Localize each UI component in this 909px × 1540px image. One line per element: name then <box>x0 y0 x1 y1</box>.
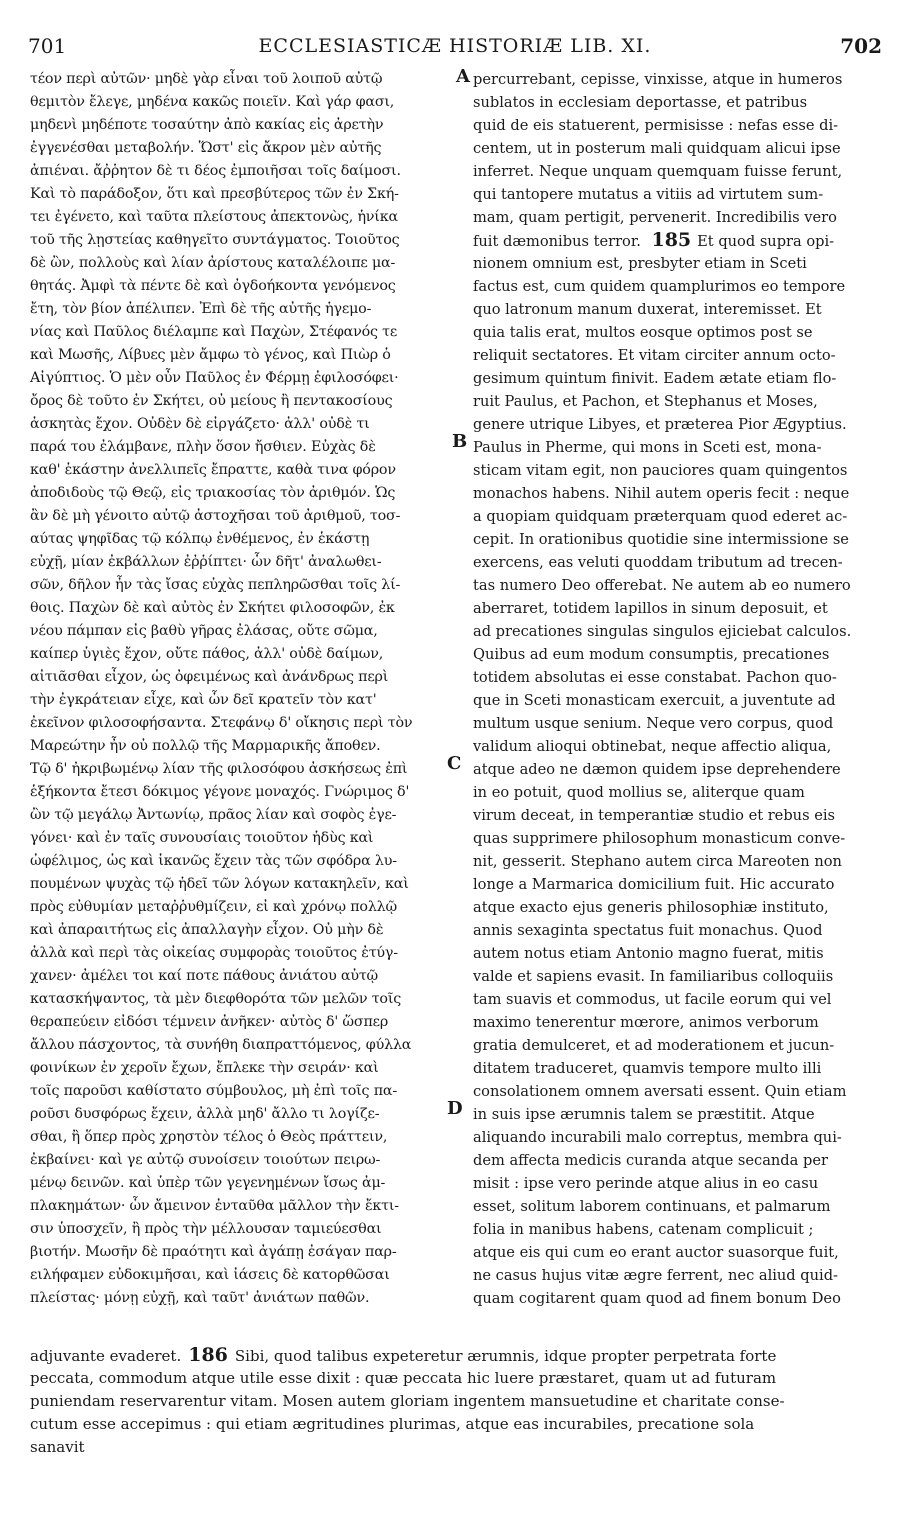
greek-text-line <box>30 482 458 505</box>
greek-text-line <box>30 321 458 344</box>
latin-text-line <box>473 275 881 298</box>
greek-text-line <box>30 1080 458 1103</box>
latin-text-line-text: quid de eis statuerent, permisisse : nefas esse di- <box>473 117 839 134</box>
greek-text-line-text: ἑξήκοντα ἔτεσι δόκιμος γέγονε μοναχός. Γνώριμος δ' <box>30 784 410 800</box>
greek-text-line <box>30 551 458 574</box>
latin-text-line-text: centem, ut in posterum mali quidquam alicui ipse <box>473 140 841 157</box>
greek-text-line <box>30 1218 458 1241</box>
latin-text-line <box>473 160 881 183</box>
latin-text-line-text: atque exacto ejus generis philosophiæ instituto, <box>473 899 829 916</box>
greek-text-line-text: νίας καὶ Παῦλος διέλαμπε καὶ Παχὼν, Στέφανός τε <box>30 324 398 340</box>
latin-text-line <box>473 229 881 252</box>
latin-text-line-text: gratia demulceret, et ad moderationem et jucun- <box>473 1037 835 1054</box>
greek-text-line-text: ἂν δὲ μὴ γένοιτο αὐτῷ ἀστοχῆσαι τοῦ ἀριθμοῦ, τοσ- <box>30 508 401 524</box>
greek-text-line-text: ἐκβαίνει· καὶ γε αὐτῷ συνοίσειν τοιούτων πειρω- <box>30 1152 381 1168</box>
greek-text-line-text: καὶ Μωσῆς, Λίβυες μὲν ἄμφω τὸ γένος, καὶ Πιὼρ ὁ <box>30 347 391 363</box>
latin-text-line-text: cepit. In orationibus quotidie sine intermissione se <box>473 531 849 548</box>
latin-text-line <box>473 712 881 735</box>
greek-text-line <box>30 620 458 643</box>
greek-text-line-text: θητάς. Ἀμφὶ τὰ πέντε δὲ καὶ ὀγδοήκοντα γενόμενος <box>30 278 396 294</box>
greek-text-line-text: τοῖς παροῦσι καθίστατο σύμβουλος, μὴ ἐπὶ τοῖς πα- <box>30 1083 397 1099</box>
latin-text-line-text: sublatos in ecclesiam deportasse, et patribus <box>473 94 808 111</box>
latin-text-line <box>473 482 881 505</box>
latin-text-line <box>473 436 881 459</box>
latin-text-line <box>473 1034 881 1057</box>
latin-text-line-text: autem notus etiam Antonio magno fuerat, mitis <box>473 945 824 962</box>
greek-text-line-text: ἀποδιδοὺς τῷ Θεῷ, εἰς τριακοσίας τὸν ἀριθμόν. Ὡς <box>30 485 396 501</box>
latin-text-line <box>473 1195 881 1218</box>
latin-text-line <box>473 873 881 896</box>
latin-text-line-text: factus est, cum quidem quamplurimos eo tempore <box>473 278 846 295</box>
latin-text-line-text: atque adeo ne dæmon quidem ipse deprehendere <box>473 761 841 778</box>
section-number: 186 <box>188 1344 228 1366</box>
latin-text-line <box>473 459 881 482</box>
latin-text-line-text: quam cogitarent quam quod ad finem bonum Deo <box>473 1290 841 1307</box>
greek-text-line <box>30 68 458 91</box>
greek-text-line <box>30 1126 458 1149</box>
greek-text-line <box>30 574 458 597</box>
latin-text-line-text: quas supprimere philosophum monasticum conve- <box>473 830 846 847</box>
latin-text-tail: Et quod supra opi- <box>697 233 835 250</box>
greek-text-line-text: μηδενὶ μηδέποτε τοσαύτην ἀπὸ κακίας εἰς ἀρετὴν <box>30 117 384 133</box>
greek-text-line <box>30 758 458 781</box>
latin-text-line <box>473 804 881 827</box>
latin-text-line-text: maximo tenerentur mœrore, animos verborum <box>473 1014 819 1031</box>
greek-text-line <box>30 1287 458 1310</box>
latin-text-line-text: inferret. Neque unquam quemquam fuisse ferunt, <box>473 163 843 180</box>
latin-text-line <box>473 758 881 781</box>
latin-text-line-text: tam suavis et commodus, ut facile eorum qui vel <box>473 991 832 1008</box>
margin-letter-d: D <box>447 1098 463 1119</box>
greek-text-line <box>30 183 458 206</box>
greek-text-line <box>30 229 458 252</box>
latin-text-line-text: genere utrique Libyes, et præterea Pior Ægyptius. <box>473 416 847 433</box>
greek-text-line <box>30 413 458 436</box>
latin-text-line <box>473 390 881 413</box>
greek-text-line <box>30 459 458 482</box>
greek-text-line-text: ὠφέλιμος, ὡς καὶ ἱκανῶς ἔχειν τὰς τῶν σφόδρα λυ- <box>30 853 397 869</box>
latin-text-line-text: mam, quam pertigit, pervenerit. Incredibilis vero <box>473 209 837 226</box>
latin-text-line-text: sticam vitam egit, non pauciores quam quingentos <box>473 462 848 479</box>
latin-text-line-text: annis sexaginta spectatus fuit monachus. Quod <box>473 922 823 939</box>
greek-text-line <box>30 252 458 275</box>
latin-text-line <box>473 666 881 689</box>
latin-text-line <box>473 367 881 390</box>
greek-text-line-text: τέον περὶ αὐτῶν· μηδὲ γὰρ εἶναι τοῦ λοιποῦ αὐτῷ <box>30 71 383 87</box>
latin-text-line-text: tas numero Deo offerebat. Ne autem ab eo numero <box>473 577 851 594</box>
latin-text-line-text: ruit Paulus, et Pachon, et Stephanus et Moses, <box>473 393 818 410</box>
latin-text-line <box>473 1149 881 1172</box>
latin-text-line-text: nionem omnium est, presbyter etiam in Sceti <box>473 255 807 272</box>
greek-text-line <box>30 298 458 321</box>
greek-text-line-text: θεμιτὸν ἔλεγε, μηδένα κακῶς ποιεῖν. Καὶ γάρ φασι, <box>30 94 395 110</box>
latin-text-line <box>473 298 881 321</box>
latin-text-line <box>473 988 881 1011</box>
latin-text-line-text: percurrebant, cepisse, vinxisse, atque in humeros <box>473 71 843 88</box>
full-width-text <box>30 1344 881 1459</box>
greek-text-line-text: ὢν τῷ μεγάλῳ Ἀντωνίῳ, πρᾶος λίαν καὶ σοφὸς ἐγε- <box>30 807 397 823</box>
full-text-line-text: Sibi, quod talibus expeteretur ærumnis, idque propter perpetrata forte <box>234 1347 777 1365</box>
latin-text-line-text: longe a Marmarica domicilium fuit. Hic accurato <box>473 876 835 893</box>
greek-text-line <box>30 827 458 850</box>
latin-text-line <box>473 827 881 850</box>
full-text-line <box>30 1344 881 1367</box>
latin-text-line-text: folia in manibus habens, catenam complicuit ; <box>473 1221 814 1238</box>
greek-text-line <box>30 942 458 965</box>
greek-text-line-text: τὴν ἐγκράτειαν εἶχε, καὶ ὧν δεῖ κρατεῖν τὸν κατ' <box>30 692 377 708</box>
greek-text-line <box>30 735 458 758</box>
latin-text-line-text: Quibus ad eum modum consumptis, precationes <box>473 646 830 663</box>
greek-text-line-text: πουμένων ψυχὰς τῷ ἡδεῖ τῶν λόγων κατακηλεῖν, καὶ <box>30 876 409 892</box>
running-header <box>28 34 882 64</box>
latin-text-line <box>473 505 881 528</box>
greek-text-line <box>30 1241 458 1264</box>
greek-text-line <box>30 1057 458 1080</box>
latin-column <box>473 68 881 1310</box>
greek-text-line <box>30 505 458 528</box>
latin-text-line <box>473 91 881 114</box>
greek-text-line-text: κατασκήψαντος, τὰ μὲν διεφθορότα τῶν μελῶν τοῖς <box>30 991 402 1007</box>
latin-text-line <box>473 551 881 574</box>
greek-text-line <box>30 896 458 919</box>
greek-text-line <box>30 873 458 896</box>
section-number: 185 <box>651 229 692 251</box>
greek-text-line-text: πρὸς εὐθυμίαν μεταῤῥυθμίζειν, εἰ καὶ χρόνῳ πολλῷ <box>30 899 398 915</box>
greek-text-line <box>30 666 458 689</box>
latin-text-line-text: esset, solitum laborem continuans, et palmarum <box>473 1198 831 1215</box>
greek-text-line <box>30 643 458 666</box>
latin-text-line-text: consolationem omnem aversati essent. Quin etiam <box>473 1083 847 1100</box>
page-number-left: 701 <box>28 34 67 58</box>
greek-column <box>30 68 458 1310</box>
greek-text-line-text: γόνει· καὶ ἐν ταῖς συνουσίαις τοιοῦτον ἡδὺς καὶ <box>30 830 374 846</box>
greek-text-line <box>30 436 458 459</box>
greek-text-line <box>30 367 458 390</box>
greek-text-line-text: θοις. Παχὼν δὲ καὶ αὐτὸς ἐν Σκήτει φιλοσοφῶν, ἐκ <box>30 600 395 616</box>
greek-text-line-text: βιοτήν. Μωσῆν δὲ πραότητι καὶ ἀγάπῃ ἐσάγαν παρ- <box>30 1244 397 1260</box>
latin-text-line <box>473 850 881 873</box>
latin-text-line-text: aliquando incurabili malo correptus, membra qui- <box>473 1129 842 1146</box>
latin-text-line <box>473 919 881 942</box>
greek-text-line <box>30 919 458 942</box>
greek-text-line-text: ἀλλὰ καὶ περὶ τὰς οἰκείας συμφορὰς τοιοῦτος ἐτύγ- <box>30 945 398 961</box>
latin-text-line <box>473 1103 881 1126</box>
latin-text-line-text: nit, gesserit. Stephano autem circa Mareoten non <box>473 853 842 870</box>
greek-text-line-text: ἐγγενέσθαι μεταβολήν. Ὥστ' εἰς ἄκρον μὲν αὐτῆς <box>30 140 382 156</box>
latin-text-line <box>473 252 881 275</box>
latin-text-line <box>473 896 881 919</box>
greek-text-line <box>30 1034 458 1057</box>
greek-text-line <box>30 275 458 298</box>
greek-text-line <box>30 1011 458 1034</box>
greek-text-line-text: αἰτιᾶσθαι εἶχον, ὡς ὀφειμένως καὶ ἀνάνδρως περὶ <box>30 669 389 685</box>
latin-text-line-text: misit : ipse vero perinde atque alius in eo casu <box>473 1175 819 1192</box>
latin-text-line <box>473 620 881 643</box>
greek-text-line <box>30 1149 458 1172</box>
latin-text-line-text: multum usque senium. Neque vero corpus, quod <box>473 715 834 732</box>
greek-text-line-text: χανεν· ἀμέλει τοι καί ποτε πάθους ἀνιάτου αὐτῷ <box>30 968 379 984</box>
latin-text-line <box>473 1057 881 1080</box>
margin-letter-a: A <box>456 66 470 87</box>
latin-text-line-text: reliquit sectatores. Et vitam circiter annum octo- <box>473 347 836 364</box>
greek-text-line <box>30 1264 458 1287</box>
latin-text-line <box>473 1172 881 1195</box>
latin-text-line-text: ne casus hujus vitæ ægre ferrent, nec aliud quid- <box>473 1267 838 1284</box>
latin-text-line <box>473 1264 881 1287</box>
latin-text-line <box>473 1241 881 1264</box>
latin-text-line <box>473 183 881 206</box>
latin-text-line <box>473 965 881 988</box>
latin-text-line <box>473 1011 881 1034</box>
latin-text-line-text: aberraret, totidem lapillos in sinum deposuit, et <box>473 600 828 617</box>
greek-text-line-text: ἄλλου πάσχοντος, τὰ συνήθη διαπραττόμενος, φύλλα <box>30 1037 412 1053</box>
greek-text-line-text: Αἰγύπτιος. Ὁ μὲν οὖν Παῦλος ἐν Φέρμῃ ἐφιλοσόφει· <box>30 370 399 386</box>
full-text-line-text: peccata, commodum atque utile esse dixit : quæ peccata hic luere præstaret, quam ut ad futuram <box>30 1369 777 1387</box>
greek-text-line-text: ειλήφαμεν εὐδοκιμῆσαι, καὶ ἰάσεις δὲ κατορθῶσαι <box>30 1267 390 1283</box>
latin-text-line-text: quia talis erat, multos eosque optimos post se <box>473 324 813 341</box>
greek-text-line-text: καθ' ἑκάστην ἀνελλιπεῖς ἔπραττε, καθὰ τινα φόρον <box>30 462 396 478</box>
greek-text-line-text: Καὶ τὸ παράδοξον, ὅτι καὶ πρεσβύτερος τῶν ἐν Σκή- <box>30 186 399 202</box>
latin-text-line-text: que in Sceti monasticam exercuit, a juventute ad <box>473 692 836 709</box>
greek-text-line <box>30 1103 458 1126</box>
greek-text-line <box>30 1172 458 1195</box>
greek-text-line <box>30 160 458 183</box>
latin-text-line <box>473 1287 881 1310</box>
latin-text-line <box>473 942 881 965</box>
greek-text-line-text: νέου πάμπαν εἰς βαθὺ γῆρας ἐλάσας, οὔτε σῶμα, <box>30 623 378 639</box>
greek-text-line <box>30 390 458 413</box>
greek-text-line <box>30 528 458 551</box>
greek-text-line-text: σῶν, δῆλον ἦν τὰς ἴσας εὐχὰς πεπληρῶσθαι τοῖς λί- <box>30 577 401 593</box>
margin-letter-b: B <box>452 431 468 452</box>
latin-text-line <box>473 781 881 804</box>
full-text-line-text: sanavit <box>30 1438 85 1456</box>
greek-text-line-text: ροῦσι δυσφόρως ἔχειν, ἀλλὰ μηδ' ἄλλο τι λογίζε- <box>30 1106 380 1122</box>
latin-text-line <box>473 344 881 367</box>
greek-text-line-text: καὶ ἀπαραιτήτως εἰς ἀπαλλαγὴν εἶχον. Οὐ μὴν δὲ <box>30 922 384 938</box>
greek-text-line <box>30 91 458 114</box>
latin-text-line-text: qui tantopere mutatus a vitiis ad virtutem sum- <box>473 186 824 203</box>
latin-text-line <box>473 643 881 666</box>
full-text-line-text: cutum esse accepimus : qui etiam ægritudines plurimas, atque eas incurabiles, precatione sola <box>30 1415 755 1433</box>
greek-text-line-text: πλείστας· μόνῃ εὐχῇ, καὶ ταῦτ' ἀνιάτων παθῶν. <box>30 1290 370 1306</box>
latin-text-line <box>473 1080 881 1103</box>
full-text-line <box>30 1413 881 1436</box>
latin-text-line-text: exercens, eas veluti quoddam tributum ad trecen- <box>473 554 843 571</box>
greek-text-line <box>30 114 458 137</box>
greek-text-line-text: φοινίκων ἐν χεροῖν ἔχων, ἔπλεκε τὴν σειράν· καὶ <box>30 1060 379 1076</box>
page-number-right: 702 <box>840 34 882 58</box>
greek-text-line <box>30 850 458 873</box>
greek-text-line-text: Τῷ δ' ἠκριβωμένῳ λίαν τῆς φιλοσόφου ἀσκήσεως ἐπὶ <box>30 761 408 777</box>
latin-text-line <box>473 597 881 620</box>
latin-text-line-text: gesimum quintum finivit. Eadem ætate etiam flo- <box>473 370 837 387</box>
greek-text-line-text: σθαι, ἢ ὅπερ πρὸς χρηστὸν τέλος ὁ Θεὸς πράττειν, <box>30 1129 388 1145</box>
greek-text-line-text: θεραπεύειν εἰδόσι τέμνειν ἀνῆκεν· αὐτὸς δ' ὥσπερ <box>30 1014 389 1030</box>
latin-text-line <box>473 413 881 436</box>
greek-text-line-text: σιν ὑποσχεῖν, ἢ πρὸς τὴν μέλλουσαν ταμιεύεσθαι <box>30 1221 382 1237</box>
greek-text-line <box>30 689 458 712</box>
latin-text-line-text: atque eis qui cum eo erant auctor suasorque fuit, <box>473 1244 839 1261</box>
latin-text-line-text: totidem absolutas ei esse constabat. Pachon quo- <box>473 669 837 686</box>
full-text-line-text: adjuvante evaderet. <box>30 1347 182 1365</box>
latin-text-line <box>473 137 881 160</box>
greek-text-line-text: ἀσκητὰς ἔχον. Οὐδὲν δὲ εἰργάζετο· ἀλλ' οὐδὲ τι <box>30 416 370 432</box>
latin-text-line-text: Paulus in Pherme, qui mons in Sceti est, mona- <box>473 439 822 456</box>
greek-text-line <box>30 597 458 620</box>
latin-text-line <box>473 1126 881 1149</box>
greek-text-line <box>30 344 458 367</box>
latin-text-line <box>473 114 881 137</box>
greek-text-line <box>30 712 458 735</box>
greek-text-line <box>30 988 458 1011</box>
greek-text-line <box>30 965 458 988</box>
latin-text-line-text: ditatem traduceret, quamvis tempore multo illi <box>473 1060 822 1077</box>
margin-letter-c: C <box>447 753 462 774</box>
full-text-line-text: puniendam reservarentur vitam. Mosen autem gloriam ingentem mansuetudine et charitate conse- <box>30 1392 785 1410</box>
latin-text-line-text: quo latronum manum duxerat, interemisset. Et <box>473 301 822 318</box>
latin-text-line <box>473 1218 881 1241</box>
greek-text-line-text: δὲ ὢν, πολλοὺς καὶ λίαν ἀρίστους καταλέλοιπε μα- <box>30 255 396 271</box>
full-text-line <box>30 1436 881 1459</box>
greek-text-line-text: πλακημάτων· ὧν ἄμεινον ἐνταῦθα μᾶλλον τὴν ἔκτι- <box>30 1198 399 1214</box>
greek-text-line-text: καίπερ ὑγιὲς ἔχον, οὔτε πάθος, ἀλλ' οὐδὲ δαίμων, <box>30 646 384 662</box>
greek-text-line-text: αύτας ψηφῖδας τῷ κόλπῳ ἐνθέμενος, ἐν ἑκάστῃ <box>30 531 370 547</box>
greek-text-line <box>30 781 458 804</box>
greek-text-line-text: εὐχῇ, μίαν ἐκβάλλων ἐῤῥίπτει· ὧν δῆτ' ἀναλωθει- <box>30 554 382 570</box>
full-text-line <box>30 1367 881 1390</box>
latin-text-line <box>473 68 881 91</box>
latin-text-line <box>473 321 881 344</box>
greek-text-line <box>30 1195 458 1218</box>
greek-text-line <box>30 137 458 160</box>
latin-text-line-text: valde et sapiens evasit. In familiaribus colloquiis <box>473 968 834 985</box>
latin-text-line-text: validum alioqui obtinebat, neque affectio aliqua, <box>473 738 832 755</box>
latin-text-line-text: monachos habens. Nihil autem operis fecit : neque <box>473 485 850 502</box>
greek-text-line <box>30 804 458 827</box>
latin-text-line-text: a quopiam quidquam præterquam quod ederet ac- <box>473 508 848 525</box>
latin-text-line-text: ad precationes singulas singulos ejiciebat calculos. <box>473 623 852 640</box>
latin-text-line-text: in eo potuit, quod mollius se, aliterque quam <box>473 784 805 801</box>
greek-text-line-text: ἔτη, τὸν βίον ἀπέλιπεν. Ἐπὶ δὲ τῆς αὐτῆς ἡγεμο- <box>30 301 372 317</box>
greek-text-line-text: τει ἐγένετο, καὶ ταῦτα πλείστους ἀπεκτονὼς, ἡνίκα <box>30 209 398 225</box>
greek-text-line-text: Μαρεώτην ἦν οὐ πολλῷ τῆς Μαρμαρικῆς ἄποθεν. <box>30 738 381 754</box>
latin-text-line-text: in suis ipse ærumnis talem se præstitit. Atque <box>473 1106 815 1123</box>
latin-text-line <box>473 206 881 229</box>
greek-text-line-text: παρά του ἐλάμβανε, πλὴν ὅσον ἤσθιεν. Εὐχὰς δὲ <box>30 439 376 455</box>
latin-text-line <box>473 735 881 758</box>
greek-text-line <box>30 206 458 229</box>
running-title: ECCLESIASTICÆ HISTORIÆ LIB. XI. <box>258 35 652 57</box>
greek-text-line-text: ὄρος δὲ τοῦτο ἐν Σκήτει, οὐ μείους ἢ πεντακοσίους <box>30 393 393 409</box>
latin-text-line-text: dem affecta medicis curanda atque secanda per <box>473 1152 828 1169</box>
greek-text-line-text: τοῦ τῆς λῃστείας καθηγεῖτο συντάγματος. Τοιοῦτος <box>30 232 400 248</box>
full-text-line <box>30 1390 881 1413</box>
latin-text-line <box>473 689 881 712</box>
latin-text-line-text: virum deceat, in temperantiæ studio et rebus eis <box>473 807 835 824</box>
latin-text-line <box>473 574 881 597</box>
greek-text-line-text: ἀπιέναι. ἄῤῥητον δὲ τι δέος ἐμποιῆσαι τοῖς δαίμοσι. <box>30 163 401 179</box>
greek-text-line-text: μένῳ δεινῶν. καὶ ὑπὲρ τῶν γεγενημένων ἴσως ἀμ- <box>30 1175 386 1191</box>
greek-text-line-text: ἐκεῖνον φιλοσοφήσαντα. Στεφάνῳ δ' οἴκησις περὶ τὸν <box>30 715 413 731</box>
latin-text-line-text: fuit dæmonibus terror. <box>473 233 641 250</box>
latin-text-line <box>473 528 881 551</box>
